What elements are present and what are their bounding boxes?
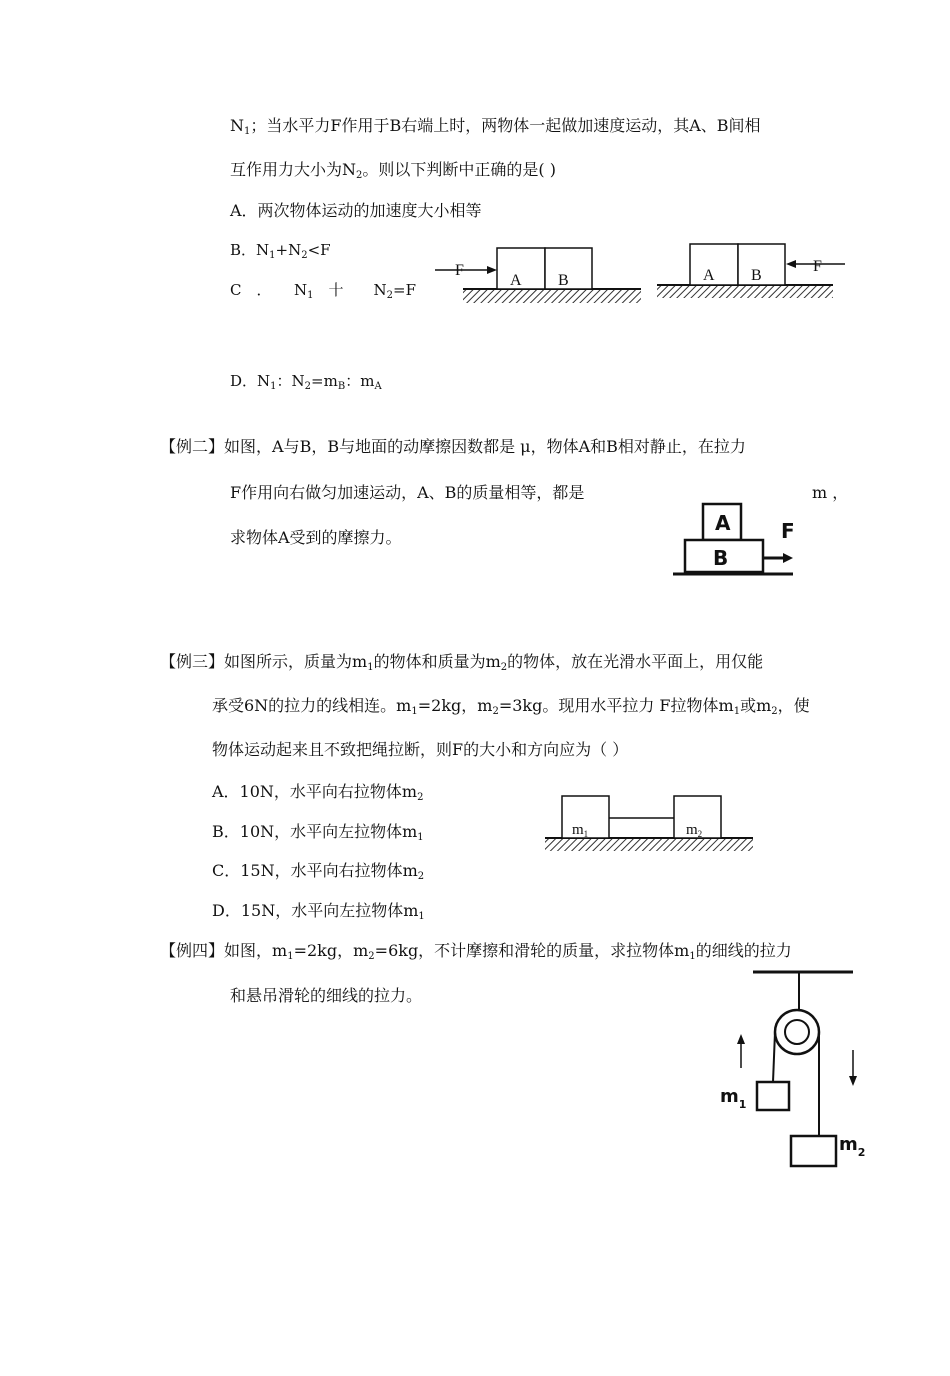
ex4-line2: 和悬吊滑轮的细线的拉力。 [230, 986, 423, 1005]
ex3-tag: 【例三】 [160, 652, 225, 671]
ground [463, 289, 641, 303]
ex2-line2b: m ， [812, 483, 849, 502]
p1-option-d: D．$N_1$：$N_2=m_B$：$m_A$ [230, 372, 382, 392]
block-a-label: A [715, 511, 731, 535]
block-m1-label: $m_1$ [572, 822, 589, 839]
ex2-tag: 【例二】 [160, 437, 225, 456]
p1-right-diagram [657, 244, 845, 298]
p1-line2: 互作用力大小为$N_2$。则以下判断中正确的是( ) [230, 160, 556, 181]
ex4-tag: 【例四】 [160, 941, 225, 960]
force-label: F [813, 258, 822, 275]
ex3-option-a: A．10N，水平向右拉物体$m_2$ [212, 782, 424, 803]
ex3-option-c: C．15N，水平向右拉物体$m_2$ [212, 861, 425, 882]
ex2-line1: 【例二】如图，A与B，B与地面的动摩擦因数都是 μ，物体A和B相对静止，在拉力 [160, 437, 746, 456]
ex2-line3: 求物体A受到的摩擦力。 [230, 528, 402, 547]
ex3-line3: 物体运动起来且不致把绳拉断，则F的大小和方向应为（ ） [212, 740, 629, 759]
ex4-line1: 【例四】如图，$m_1=2kg$，$m_2=6kg$，不计摩擦和滑轮的质量，求拉物体$m_1$的细线的拉力 [160, 941, 792, 962]
arrow-head [786, 260, 796, 268]
block-b-label: B [558, 272, 569, 289]
p1-option-c: C ． $N_1$ 十 $N_2=F$ [230, 281, 416, 301]
p1-figure [425, 238, 845, 308]
ex3-figure [540, 790, 760, 860]
arrow-head [487, 266, 497, 274]
ground [545, 838, 753, 851]
block-m1-label: $m_1$ [720, 1086, 747, 1111]
force-label: F [781, 519, 795, 543]
force-label: F [455, 262, 464, 279]
down-arrow-head [849, 1076, 857, 1086]
block-a-label: A [510, 272, 522, 289]
ex3-line1: 【例三】如图所示，质量为$m_1$的物体和质量为$m_2$的物体，放在光滑水平面上，用仅能 [160, 652, 764, 673]
pulley [775, 1010, 819, 1054]
rope-left [773, 1032, 775, 1082]
block-b-label: B [751, 267, 762, 284]
ex2-figure [665, 500, 805, 580]
block-b-label: B [713, 546, 729, 570]
p1-line1: $N_1$；当水平力F作用于B右端上时，两物体一起做加速度运动，其A、B间相 [230, 116, 761, 137]
arrow-head [783, 553, 793, 563]
p1-option-b: B．$N_1+N_2<F$ [230, 241, 331, 261]
ex2-line2a: F作用向右做匀加速运动，A、B的质量相等，都是 [230, 483, 585, 502]
block-m2-label: $m_2$ [839, 1134, 866, 1159]
up-arrow-head [737, 1034, 745, 1044]
block-m2 [791, 1136, 836, 1166]
p1-option-a: A．两次物体运动的加速度大小相等 [230, 201, 482, 220]
ex3-option-d: D．15N，水平向左拉物体$m_1$ [212, 901, 425, 922]
ex4-figure [715, 960, 885, 1175]
p1-left-diagram [435, 248, 641, 303]
block-m2-label: $m_2$ [686, 822, 703, 839]
ex3-line2: 承受6N的拉力的线相连。$m_1=2kg$，$m_2=3kg$。现用水平拉力 F拉物体$m_1$或$m_2$，使 [212, 696, 810, 717]
block-m1 [757, 1082, 789, 1110]
block-a-label: A [703, 267, 715, 284]
ground [657, 285, 833, 298]
ex3-option-b: B．10N，水平向左拉物体$m_1$ [212, 822, 424, 843]
